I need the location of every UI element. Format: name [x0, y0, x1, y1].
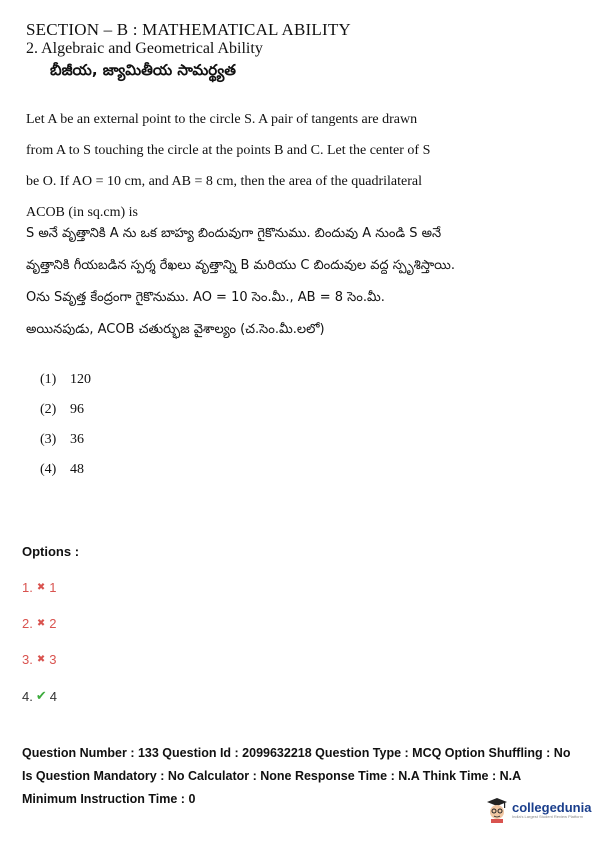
subsection-title-telugu: బీజీయ, జ్యామితీయ సామర్థ్యత	[50, 61, 236, 79]
option-1	[22, 580, 56, 595]
option-value: 4	[49, 688, 57, 704]
cross-icon: ✖	[36, 618, 46, 629]
cross-icon: ✖	[36, 582, 46, 593]
choice-number: (4)	[40, 462, 57, 477]
option-number: 2.	[22, 616, 33, 631]
options-label: Options :	[22, 544, 80, 559]
collegedunia-logo	[486, 797, 591, 823]
question-meta-line-2: Is Question Mandatory : No Calculator : None Response Time : N.A Think Time : N.A	[22, 769, 522, 783]
option-number: 3.	[22, 652, 33, 667]
choice-value: 48	[70, 462, 84, 477]
question-text-english: Let A be an external point to the circle S. A pair of tangents are drawn from A to S touching the circle at the points B and C. Let the center of S be O. If AO = 10 cm, and AB = 8 cm, then the area of the quadrilateral ACOB (in sq.cm) is	[26, 112, 431, 220]
choice-value: 120	[70, 372, 91, 387]
option-4	[22, 688, 57, 704]
choice-value: 96	[70, 402, 84, 417]
option-2	[22, 616, 56, 631]
option-value: 2	[49, 616, 57, 631]
choice-4	[40, 462, 91, 492]
option-number: 1.	[22, 580, 33, 595]
choice-value: 36	[70, 432, 84, 447]
option-3	[22, 652, 56, 667]
question-meta-line-1: Question Number : 133 Question Id : 2099632218 Question Type : MCQ Option Shuffling : No	[22, 746, 571, 760]
option-value: 3	[49, 652, 57, 667]
section-title: SECTION – B : MATHEMATICAL ABILITY	[26, 20, 351, 39]
option-value: 1	[49, 580, 57, 595]
question-meta-line-3: Minimum Instruction Time : 0	[22, 792, 196, 806]
question-text-telugu: S అనే వృత్తానికి A ను ఒక బాహ్య బిందువుగా గైకొనుము. బిందువు A నుండి S అనే వృత్తానికి గీయబడిన స్పర్శ రేఖలు వృత్తాన్ని B మరియు C బిందువుల వద్ద స్పృశిస్తాయి. Oను Sవృత్త కేంద్రంగా గైకొనుము. AO = 10 సెం.మీ., AB = 8 సెం.మీ. అయినపుడు, ACOB చతుర్భుజ వైశాల్యం (చ.సెం.మీ.లలో)	[26, 226, 456, 337]
graduate-face-icon	[486, 797, 508, 823]
choice-2	[40, 402, 91, 432]
choice-number: (1)	[40, 372, 57, 387]
cross-icon: ✖	[36, 654, 46, 665]
subsection-title: 2. Algebraic and Geometrical Ability	[26, 40, 263, 57]
choice-1	[40, 372, 91, 402]
choice-number: (3)	[40, 432, 57, 447]
logo-name: collegedunia	[512, 799, 592, 815]
choice-3	[40, 432, 91, 462]
answer-choices	[40, 372, 91, 492]
option-number: 4.	[22, 688, 33, 704]
logo-tagline: India's Largest Student Review Platform	[512, 813, 584, 819]
choice-number: (2)	[40, 402, 57, 417]
checkmark-icon: ✔	[35, 688, 47, 703]
